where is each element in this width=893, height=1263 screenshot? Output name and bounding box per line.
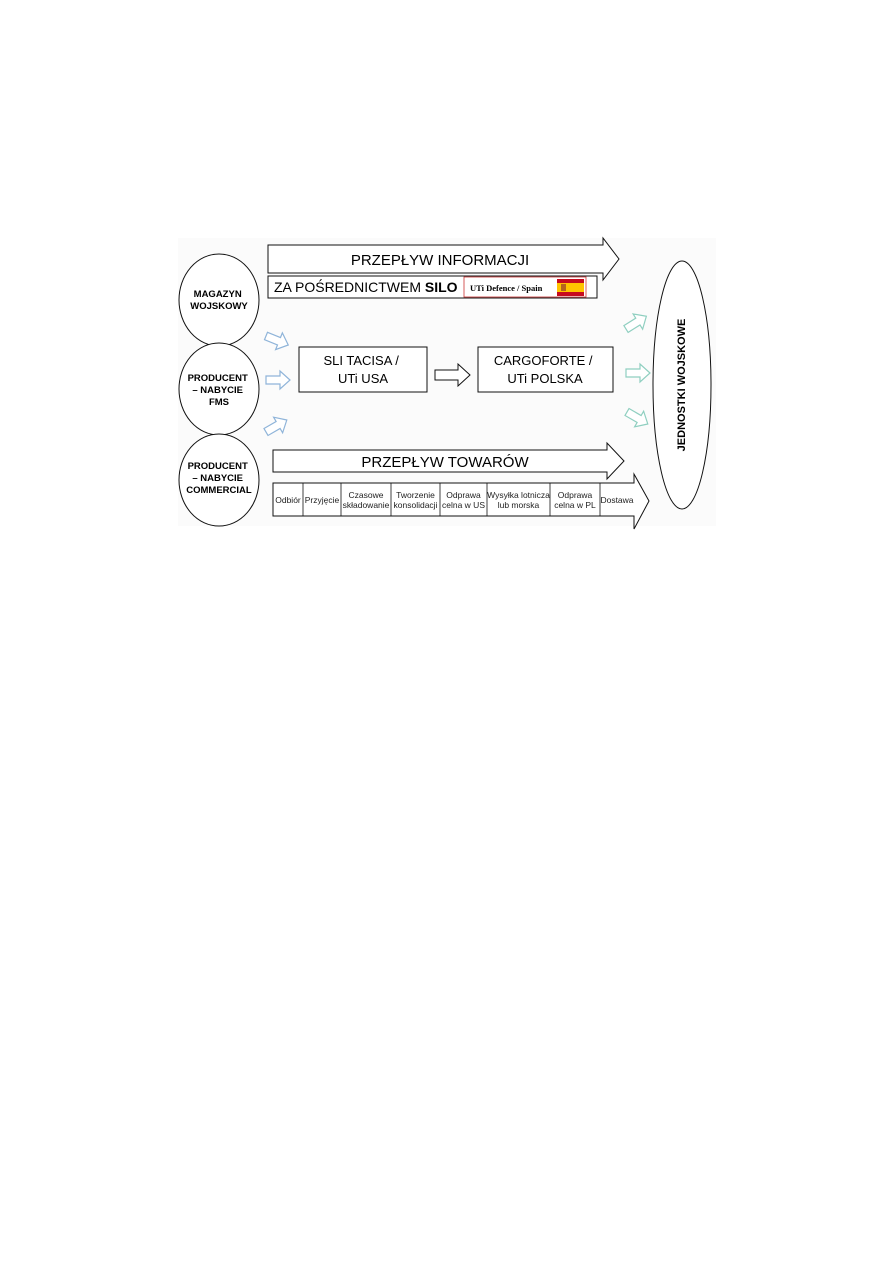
intermediary-sli-tacisa-label: SLI TACISA / UTi USA [323,353,399,386]
destination-military-units-label: JEDNOSTKI WOJSKOWE [675,318,688,452]
intermediary-cargoforte-label: CARGOFORTE / UTi POLSKA [493,353,593,386]
spain-flag-icon [557,279,584,296]
process-step-label: Czasowe składowanie [342,490,390,510]
process-step-label: Odprawa celna w PL [554,490,596,510]
source-military-warehouse [179,254,259,346]
source-producer-commercial-label: PRODUCENT – NABYCIE COMMERCIAL [186,461,252,496]
partner-label: UTi Defence / Spain [470,283,543,293]
silo-label: ZA POŚREDNICTWEM SILO [274,279,458,295]
process-step-label: Odbiór [275,495,301,505]
information-flow-title: PRZEPŁYW INFORMACJI [350,252,530,269]
goods-flow-title: PRZEPŁYW TOWARÓW [361,454,529,471]
process-step-label: Przyjęcie [304,495,340,505]
process-step-label: Wysyłka lotnicza lub morska [487,490,550,510]
process-step-label: Odprawa celna w US [442,490,485,510]
source-military-warehouse-label: MAGAZYN WOJSKOWY [190,289,248,312]
silo-bar [268,276,597,298]
process-step-label: Dostawa [600,495,634,505]
process-step-label: Tworzenie konsolidacji [393,490,438,510]
source-producer-fms-label: PRODUCENT – NABYCIE FMS [187,373,248,408]
